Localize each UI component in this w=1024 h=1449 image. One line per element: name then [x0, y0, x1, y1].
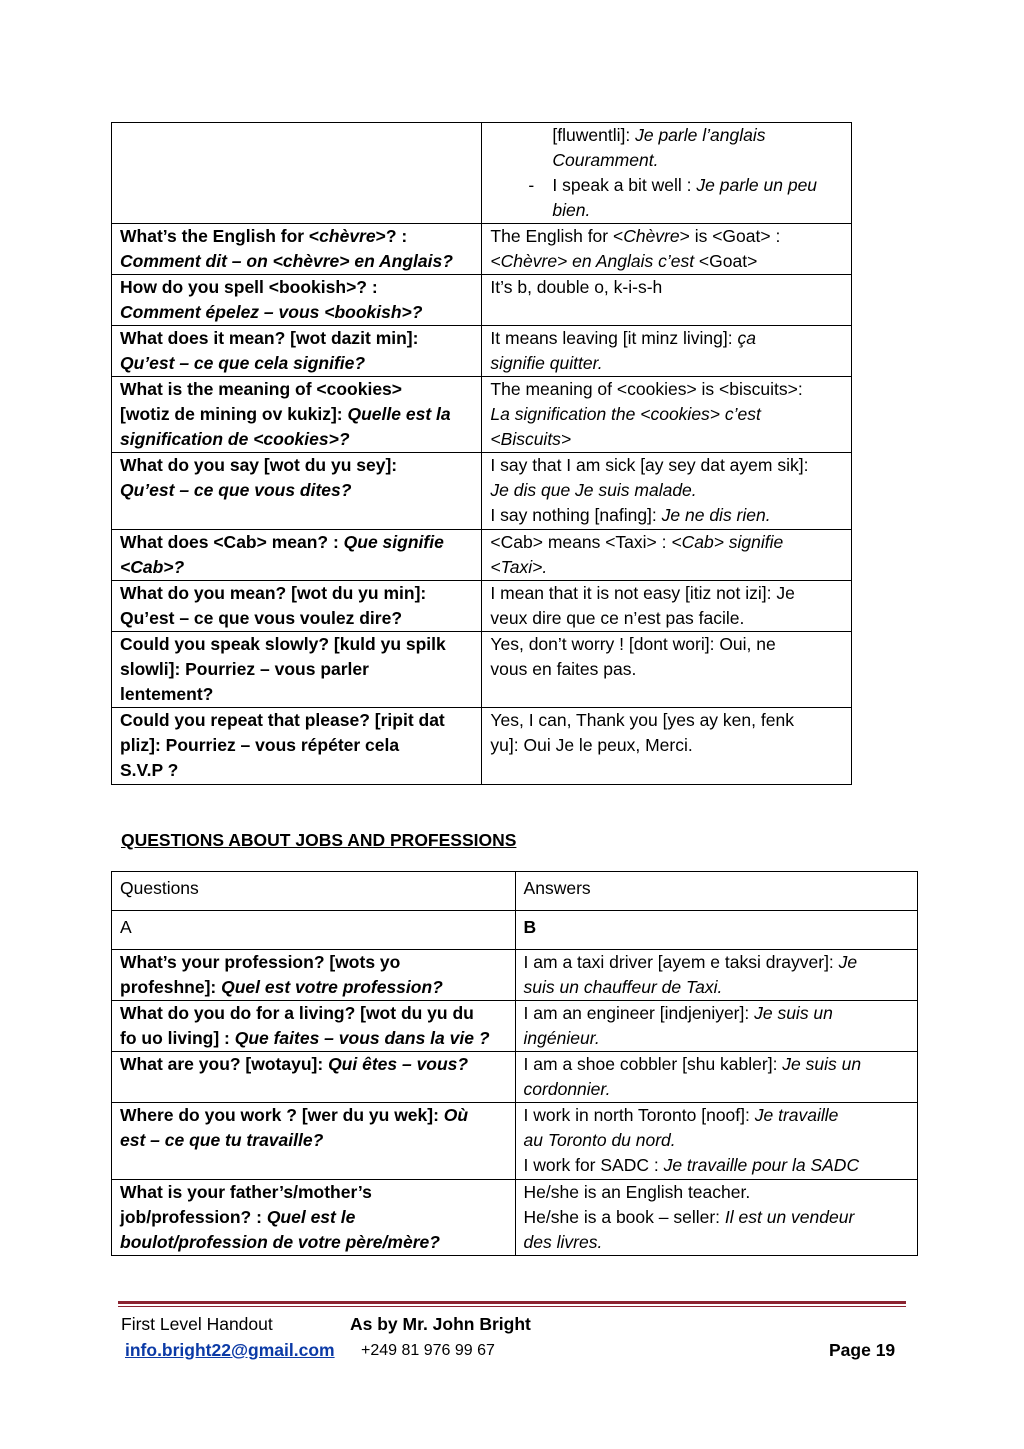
column-header-answers: Answers — [515, 872, 917, 911]
question-cell: How do you spell <bookish>? : Comment épelez – vous <bookish>? — [112, 275, 482, 326]
answer-cell: He/she is an English teacher. He/she is a book – seller: Il est un vendeur des livres. — [515, 1180, 917, 1256]
table-row — [112, 1001, 918, 1052]
answer-cell: I mean that it is not easy [itiz not izi]: Je veux dire que ce n’est pas facile. — [482, 581, 852, 632]
question-cell: What does it mean? [wot dazit min]: Qu’est – ce que cela signifie? — [112, 326, 482, 377]
column-label-a: A — [112, 911, 516, 950]
table-subheader-row — [112, 911, 918, 950]
answer-cell — [482, 123, 852, 224]
question-cell: What is the meaning of <cookies> [wotiz de mining ov kukiz]: Quelle est la signification de <cookies>? — [112, 377, 482, 453]
answer-cell: It means leaving [it minz living]: ça signifie quitter. — [482, 326, 852, 377]
table-row — [112, 581, 852, 632]
table-row — [112, 377, 852, 453]
dash-bullet: - — [528, 175, 535, 195]
footer-handout-title: First Level Handout — [121, 1314, 273, 1334]
answer-cell: I work in north Toronto [noof]: Je travaille au Toronto du nord. I work for SADC : Je travaille pour la SADC — [515, 1103, 917, 1180]
table-row — [112, 123, 852, 224]
question-cell — [112, 123, 482, 224]
footer-email-link[interactable]: info.bright22@gmail.com — [125, 1340, 335, 1360]
question-cell: What does <Cab> mean? : Que signifie <Cab>? — [112, 530, 482, 581]
section-title: QUESTIONS ABOUT JOBS AND PROFESSIONS — [121, 830, 517, 850]
table-row — [112, 275, 852, 326]
table-header-row — [112, 872, 918, 911]
footer-author: As by Mr. John Bright — [350, 1314, 531, 1334]
answer-cell: The English for <Chèvre> is <Goat> : <Chèvre> en Anglais c’est <Goat> — [482, 224, 852, 275]
answer-cell: I am a shoe cobbler [shu kabler]: Je suis un cordonnier. — [515, 1052, 917, 1103]
footer-rule — [118, 1301, 906, 1304]
question-cell: What is your father’s/mother’s job/profession? : Quel est le boulot/profession de votre père/mère? — [112, 1180, 516, 1256]
jobs-table — [111, 871, 918, 1256]
answer-cell: It’s b, double o, k-i-s-h — [482, 275, 852, 326]
table-row — [112, 453, 852, 530]
question-cell: What do you say [wot du yu sey]: Qu’est – ce que vous dites? — [112, 453, 482, 530]
page-number: Page 19 — [829, 1340, 896, 1360]
question-cell: What are you? [wotayu]: Qui êtes – vous? — [112, 1052, 516, 1103]
answer-cell: The meaning of <cookies> is <biscuits>: La signification the <cookies> c’est <Biscuits> — [482, 377, 852, 453]
table-row — [112, 1103, 918, 1180]
list-item: [fluwentli]: Je parle l’anglais Couramment. — [552, 125, 766, 170]
question-cell: What’s the English for <chèvre>? : Comment dit – on <chèvre> en Anglais? — [112, 224, 482, 275]
table-row — [112, 708, 852, 785]
answer-list — [490, 123, 843, 223]
answer-cell: Yes, don’t worry ! [dont wori]: Oui, ne vous en faites pas. — [482, 632, 852, 708]
question-cell: Could you speak slowly? [kuld yu spilk slowli]: Pourriez – vous parler lentement? — [112, 632, 482, 708]
question-cell: What’s your profession? [wots yo profeshne]: Quel est votre profession? — [112, 950, 516, 1001]
footer-rule-thin — [118, 1306, 906, 1307]
table-row — [112, 1180, 918, 1256]
column-header-questions: Questions — [112, 872, 516, 911]
table-row — [112, 1052, 918, 1103]
table-row — [112, 530, 852, 581]
answer-cell: I am a taxi driver [ayem e taksi drayver]: Je suis un chauffeur de Taxi. — [515, 950, 917, 1001]
table-row — [112, 632, 852, 708]
answer-cell: Yes, I can, Thank you [yes ay ken, fenk yu]: Oui Je le peux, Merci. — [482, 708, 852, 785]
table-row — [112, 326, 852, 377]
table-row — [112, 950, 918, 1001]
list-item: - I speak a bit well : Je parle un peu bien. — [528, 175, 818, 220]
question-cell: Where do you work ? [wer du yu wek]: Où est – ce que tu travaille? — [112, 1103, 516, 1180]
answer-cell: <Cab> means <Taxi> : <Cab> signifie <Taxi>. — [482, 530, 852, 581]
question-cell: What do you do for a living? [wot du yu du fo uo living] : Que faites – vous dans la vie ? — [112, 1001, 516, 1052]
question-cell: Could you repeat that please? [ripit dat pliz]: Pourriez – vous répéter cela S.V.P ? — [112, 708, 482, 785]
phrases-table — [111, 122, 852, 785]
answer-cell: I am an engineer [indjeniyer]: Je suis un ingénieur. — [515, 1001, 917, 1052]
column-label-b: B — [515, 911, 917, 950]
answer-cell: I say that I am sick [ay sey dat ayem sik]: Je dis que Je suis malade. I say nothing [nafing]: Je ne dis rien. — [482, 453, 852, 530]
question-cell: What do you mean? [wot du yu min]: Qu’est – ce que vous voulez dire? — [112, 581, 482, 632]
table-row — [112, 224, 852, 275]
footer-phone: +249 81 976 99 67 — [361, 1342, 495, 1359]
